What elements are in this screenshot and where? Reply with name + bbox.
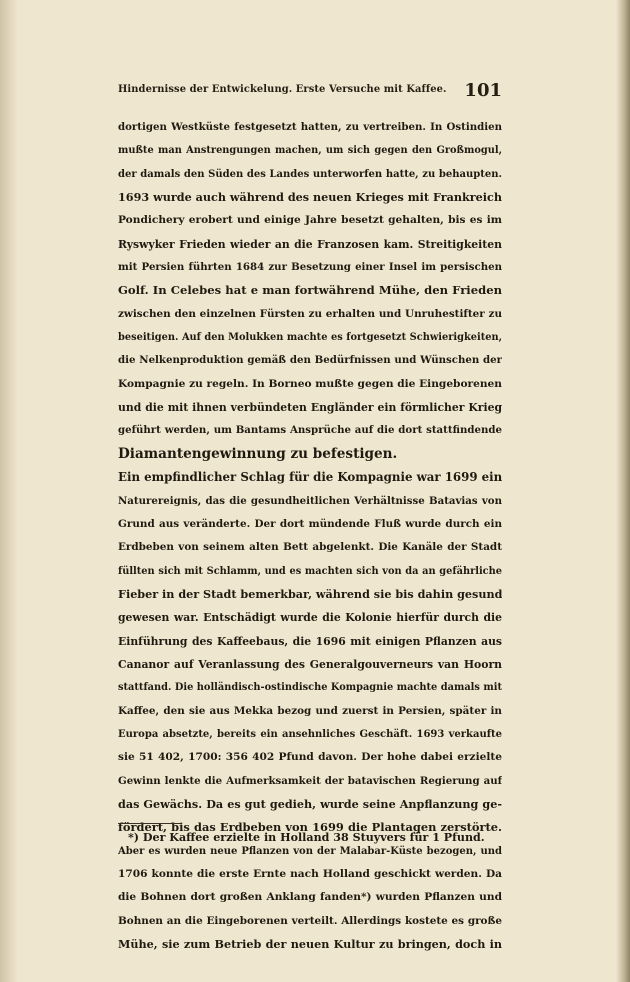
text-line: und die mit ihnen verbündeten Engländer ein förmlicher Krieg — [118, 401, 502, 415]
text-line: Ein empfindlicher Schlag für die Kompagnie war 1699 ein — [118, 470, 502, 485]
footnote: *) Der Kaffee erzielte in Holland 38 Stuyvers für 1 Pfund. — [128, 831, 485, 844]
footnote-rule — [118, 823, 182, 824]
text-line: mußte man Anstrengungen machen, um sich gegen den Großmogul, — [118, 145, 502, 157]
text-line: Pondichery erobert und einige Jahre besetzt gehalten, bis es im — [118, 214, 502, 227]
text-line: das Gewächs. Da es gut gedieh, wurde seine Anpflanzung ge- — [118, 796, 502, 811]
text-line: der damals den Süden des Landes unterworfen hatte, zu behaupten. — [118, 168, 502, 180]
text-line: Grund aus veränderte. Der dort mündende Fluß wurde durch ein — [118, 517, 502, 530]
text-line: Europa absetzte, bereits ein ansehnliches Geschäft. 1693 verkaufte — [118, 728, 502, 740]
text-line: Kaffee, den sie aus Mekka bezog und zuerst in Persien, später in — [118, 704, 502, 717]
page-header — [118, 80, 502, 104]
text-line: die Bohnen dort großen Anklang fanden*) wurden Pflanzen und — [118, 891, 502, 904]
text-line: Erdbeben von seinem alten Bett abgelenkt. Die Kanäle der Stadt — [118, 541, 502, 554]
text-line: 1706 konnte die erste Ernte nach Holland geschickt werden. Da — [118, 868, 502, 880]
text-line: die Nelkenproduktion gemäß den Bedürfnissen und Wünschen der — [118, 354, 502, 367]
text-line: dortigen Westküste festgesetzt hatten, zu vertreiben. In Ostindien — [118, 121, 502, 133]
text-line: Kompagnie zu regeln. In Borneo mußte gegen die Eingeborenen — [118, 377, 502, 390]
text-line: stattfand. Die holländisch-ostindische Kompagnie machte damals mit — [118, 682, 502, 694]
text-line: zwischen den einzelnen Fürsten zu erhalten und Unruhestifter zu — [118, 307, 502, 320]
text-line: Gewinn lenkte die Aufmerksamkeit der batavischen Regierung auf — [118, 774, 502, 787]
text-line: sie 51 402, 1700: 356 402 Pfund davon. Der hohe dabei erzielte — [118, 751, 502, 764]
page-number: 101 — [464, 80, 502, 101]
text-line: mit Persien führten 1684 zur Besetzung einer Insel im persischen — [118, 261, 502, 274]
text-line: Diamantengewinnung zu befestigen. — [118, 445, 398, 462]
running-head: Hindernisse der Entwickelung. Erste Versuche mit Kaffee. — [118, 84, 447, 95]
text-line: 1693 wurde auch während des neuen Krieges mit Frankreich — [118, 190, 502, 205]
text-line: füllten sich mit Schlamm, und es machten sich von da an gefährliche — [118, 565, 502, 577]
gutter-shadow — [0, 0, 18, 982]
text-line: beseitigen. Auf den Molukken machte es fortgesetzt Schwierigkeiten, — [118, 332, 502, 344]
text-line: Mühe, sie zum Betrieb der neuen Kultur zu bringen, doch in — [118, 937, 502, 952]
text-line: Fieber in der Stadt bemerkbar, während sie bis dahin gesund — [118, 586, 502, 601]
text-line: Bohnen an die Eingeborenen verteilt. Allerdings kostete es große — [118, 914, 502, 927]
text-line: Einführung des Kaffeebaus, die 1696 mit einigen Pflanzen aus — [118, 634, 502, 648]
text-line: geführt werden, um Bantams Ansprüche auf die dort stattfindende — [118, 424, 502, 437]
page-edge — [616, 0, 630, 982]
text-line: Aber es wurden neue Pflanzen von der Malabar-Küste bezogen, und — [118, 845, 502, 857]
text-line: Ryswyker Frieden wieder an die Franzosen kam. Streitigkeiten — [118, 237, 502, 251]
text-line: fördert, bis das Erdbeben von 1699 die Plantagen zerstörte. — [118, 820, 502, 835]
text-line: Cananor auf Veranlassung des Generalgouverneurs van Hoorn — [118, 657, 502, 671]
text-line: Naturereignis, das die gesundheitlichen Verhältnisse Batavias von — [118, 494, 502, 507]
text-line: gewesen war. Entschädigt wurde die Kolonie hierfür durch die — [118, 611, 502, 625]
text-line: Golf. In Celebes hat e man fortwährend Mühe, den Frieden — [118, 283, 502, 298]
